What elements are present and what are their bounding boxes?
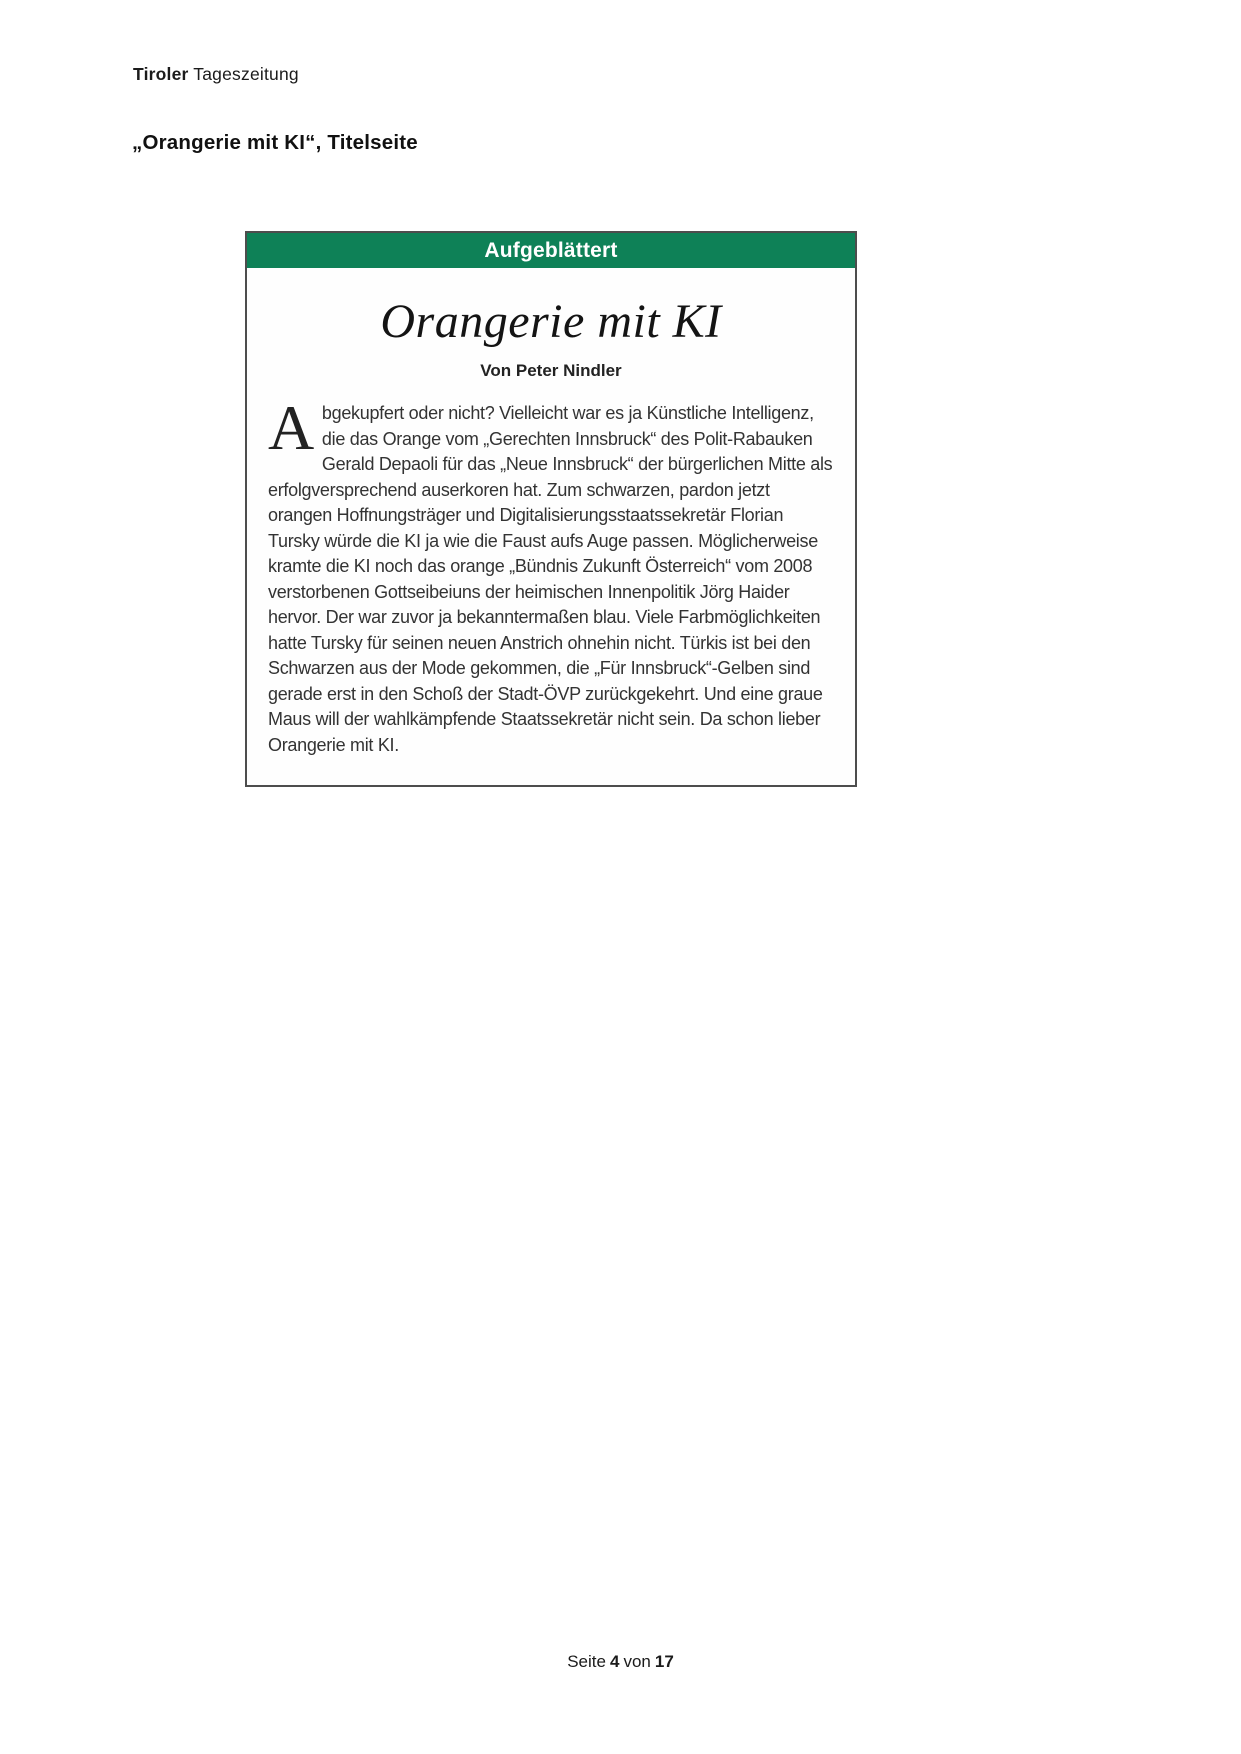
article-body <box>247 381 855 785</box>
footer-total-pages: 17 <box>654 1652 674 1671</box>
footer-label-of: von <box>623 1652 651 1671</box>
drop-cap: A <box>268 392 314 463</box>
document-title: „Orangerie mit KI“, Titelseite <box>132 131 418 154</box>
masthead <box>133 64 299 85</box>
masthead-brand-regular: Tageszeitung <box>188 64 299 84</box>
footer-page-number: 4 <box>609 1652 620 1671</box>
masthead-brand-bold: Tiroler <box>133 64 189 84</box>
article-text: bgekupfert oder nicht? Vielleicht war es ja Künstliche Intelligenz, die das Orange vom „Gerechten Innsbruck“ des Polit-Rabauken Gerald Depaoli für das „Neue Innsbruck“ der bürgerlichen Mitte als erfolgversprechend auserkoren hat. Zum schwarzen, pardon jetzt orangen Hoffnungsträger und Digitalisierungsstaatssekretär Florian Tursky würde die KI ja wie die Faust aufs Auge passen. Möglicherweise kramte die KI noch das orange „Bündnis Zukunft Österreich“ vom 2008 verstorbenen Gottseibeiuns der heimischen Innenpolitik Jörg Haider hervor. Der war zuvor ja bekanntermaßen blau. Viele Farbmöglichkeiten hatte Tursky für seinen neuen Anstrich ohnehin nicht. Türkis ist bei den Schwarzen aus der Mode gekommen, die „Für Innsbruck“-Gelben sind gerade erst in den Schoß der Stadt-ÖVP zurückgekehrt. Und eine graue Maus will der wahlkämpfende Staatssekretär nicht sein. Da schon lieber Orangerie mit KI. <box>268 403 833 755</box>
footer-label-page: Seite <box>567 1652 606 1671</box>
newspaper-clipping <box>245 231 857 787</box>
page-footer <box>0 1652 1241 1672</box>
article-headline: Orangerie mit KI <box>380 295 722 348</box>
section-banner-label: Aufgeblättert <box>484 238 618 262</box>
article-byline: Von Peter Nindler <box>480 361 622 380</box>
clipping-section-banner <box>247 233 855 268</box>
